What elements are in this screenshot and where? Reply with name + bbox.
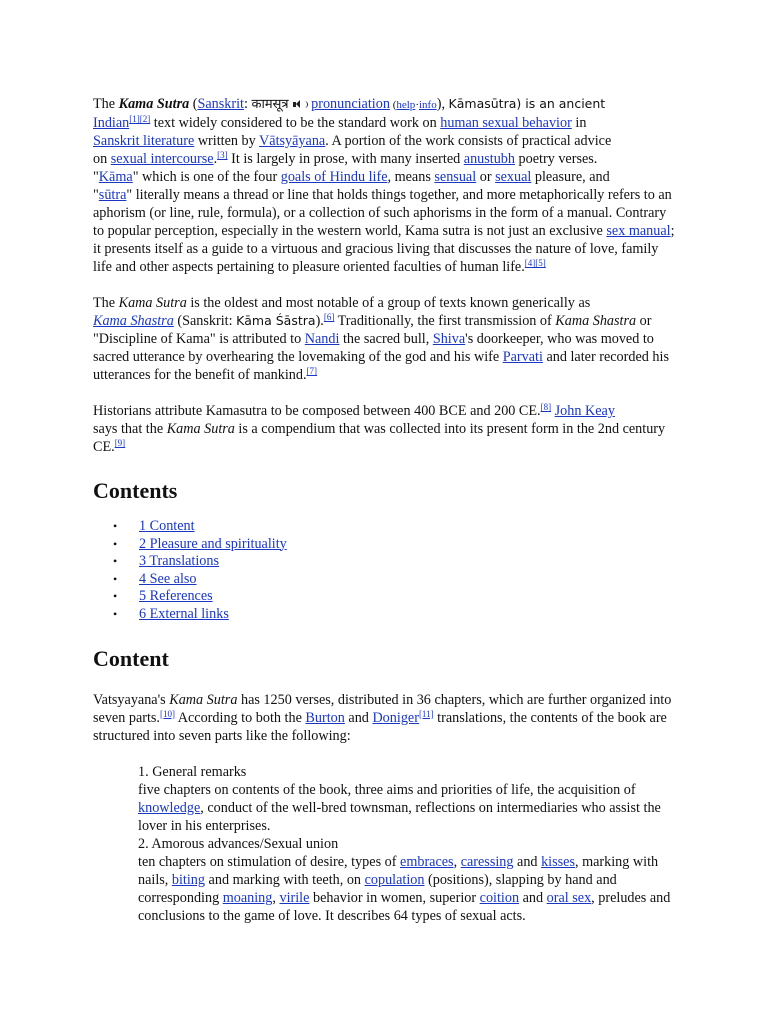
parts-list	[93, 763, 677, 925]
text: ·	[415, 99, 419, 111]
link-human-sexual-behavior[interactable]: human sexual behavior	[440, 115, 572, 131]
speaker-icon[interactable]	[293, 100, 303, 109]
text: ,	[272, 889, 280, 906]
reference-link[interactable]: [8]	[540, 402, 552, 412]
sound-waves-icon	[304, 101, 308, 108]
toc-item	[93, 588, 677, 606]
text: the sacred bull,	[339, 331, 433, 347]
text: It is largely in prose, with many inserted	[227, 151, 464, 167]
italic-title: Kama Sutra	[169, 691, 238, 708]
text: is the oldest and most notable of a group of texts known generically as	[186, 295, 591, 311]
title-kama-sutra: Kama Sutra	[118, 96, 190, 112]
link-sutra[interactable]: sūtra	[98, 187, 127, 203]
link-kama-shastra[interactable]: Kama Shastra	[93, 313, 174, 329]
part-1-description	[138, 781, 677, 835]
contents-heading: Contents	[93, 478, 178, 503]
link-nandi[interactable]: Nandi	[304, 331, 340, 347]
reference-link[interactable]: [3]	[217, 150, 228, 160]
paragraph-3	[93, 402, 677, 456]
link-virile[interactable]: virile	[279, 889, 310, 906]
text: and marking with teeth, on	[205, 871, 365, 888]
text: . A portion of the work consists of practical advice	[325, 133, 612, 149]
intro-paragraph	[93, 95, 677, 276]
part-1-title: 1. General remarks	[138, 763, 247, 780]
text: says that the	[93, 421, 167, 437]
text: and	[519, 889, 547, 906]
link-caressing[interactable]: caressing	[460, 853, 514, 870]
part-2-title: 2. Amorous advances/Sexual union	[138, 835, 339, 852]
text: ten chapters on stimulation of desire, types of	[138, 853, 401, 870]
text: Vatsyayana's	[93, 691, 170, 708]
reference-link[interactable]: [11]	[418, 708, 434, 719]
link-sex-manual[interactable]: sex manual	[606, 223, 671, 239]
text: on	[93, 151, 111, 167]
reference-link[interactable]: [7]	[306, 366, 318, 376]
toc-item	[93, 536, 677, 554]
link-parvati[interactable]: Parvati	[502, 349, 543, 365]
link-help[interactable]: help	[396, 99, 416, 111]
link-john-keay[interactable]: John Keay	[554, 403, 615, 419]
text: ).	[315, 313, 324, 329]
text: pleasure, and	[531, 169, 610, 185]
toc-link-external-links[interactable]: 6 External links	[139, 605, 229, 622]
toc-link-pleasure-and-spirituality[interactable]: 2 Pleasure and spirituality	[139, 535, 287, 552]
link-moaning[interactable]: moaning	[222, 889, 273, 906]
toc-item	[93, 518, 677, 536]
text: translations, the contents of the book are structured into seven parts like the following:	[93, 709, 667, 744]
link-kama[interactable]: Kāma	[98, 169, 133, 185]
text: (	[189, 96, 198, 112]
text: poetry verses.	[515, 151, 598, 167]
reference-link[interactable]: [10]	[159, 708, 175, 719]
text: written by	[194, 133, 260, 149]
reference-link[interactable]: [1][2]	[129, 114, 151, 124]
reference-link[interactable]: [6]	[323, 312, 335, 322]
link-burton[interactable]: Burton	[305, 709, 345, 726]
text: and later recorded his utterances for the benefit of mankind.	[93, 349, 669, 383]
link-doniger[interactable]: Doniger	[372, 709, 419, 726]
link-sexual-intercourse[interactable]: sexual intercourse	[110, 151, 214, 167]
text: ; it presents itself as a guide to a virtuous and gracious living that discusses the nature of love, family life and other aspects pertaining to pleasure oriented faculties of human life.	[93, 223, 675, 275]
link-coition[interactable]: coition	[479, 889, 520, 906]
paragraph-2	[93, 294, 677, 384]
link-embraces[interactable]: embraces	[400, 853, 454, 870]
link-vatsyayana[interactable]: Vātsyāyana	[259, 133, 326, 149]
text: The	[93, 295, 119, 311]
text: and	[344, 709, 373, 726]
text: ),	[436, 96, 449, 112]
text: has 1250 verses, distributed in 36 chapters, which are further organized into seven parts.	[93, 691, 672, 726]
text: "	[93, 187, 99, 203]
link-info[interactable]: info	[418, 99, 437, 111]
link-indian[interactable]: Indian	[93, 115, 130, 131]
text: and	[513, 853, 542, 870]
text: five chapters on contents of the book, three aims and priorities of life, the acquisition of	[138, 781, 636, 798]
link-goals-of-hindu-life[interactable]: goals of Hindu life	[280, 169, 388, 185]
toc-item	[93, 606, 677, 624]
text: The	[93, 96, 119, 112]
italic-term: Kama Shastra	[555, 313, 637, 329]
article-body	[93, 92, 677, 925]
toc-link-translations[interactable]: 3 Translations	[139, 553, 220, 570]
text: , means	[387, 169, 435, 185]
toc-link-content[interactable]: 1 Content	[139, 518, 195, 534]
text: in	[571, 115, 587, 131]
transliteration: Kāmasūtra	[448, 96, 517, 111]
text: (positions), slapping by hand and corresponding	[138, 871, 617, 906]
text: or "Discipline of Kama" is attributed to	[93, 313, 652, 347]
content-heading: Content	[93, 645, 169, 671]
link-kisses[interactable]: kisses	[541, 853, 575, 870]
link-shiva[interactable]: Shiva	[432, 331, 466, 347]
toc-link-see-also[interactable]: 4 See also	[139, 570, 197, 587]
text: ,	[453, 853, 461, 870]
text: Traditionally, the first transmission of	[334, 313, 556, 329]
devanagari-text: कामसूत्र	[251, 97, 289, 112]
italic-title: Kama Sutra	[166, 421, 235, 437]
text: is a compendium that was collected into its present form in the 2nd century CE.	[93, 421, 666, 455]
text: According to both the	[174, 709, 306, 726]
text: or	[476, 169, 496, 185]
text: behavior in women, superior	[309, 889, 480, 906]
link-knowledge[interactable]: knowledge	[138, 799, 201, 816]
text: , preludes and conclusions to the game of love. It describes 64 types of sexual acts.	[138, 889, 671, 924]
text: " which is one of the four	[132, 169, 281, 185]
link-sanskrit-literature[interactable]: Sanskrit literature	[93, 133, 195, 149]
text: 's doorkeeper, who was moved to sacred utterance by overhearing the lovemaking of the god and his wife	[93, 331, 654, 365]
text: :	[243, 96, 252, 112]
reference-link[interactable]: [9]	[114, 438, 126, 448]
transliteration: Kāma Śāstra	[236, 313, 316, 328]
text: , marking with nails,	[138, 853, 659, 888]
link-biting[interactable]: biting	[171, 871, 205, 888]
table-of-contents	[93, 518, 677, 624]
toc-item	[93, 571, 677, 589]
text: "	[93, 169, 99, 185]
link-sensual[interactable]: sensual	[434, 169, 477, 185]
text: Historians attribute Kamasutra to be composed between 400 BCE and 200 CE.	[93, 403, 541, 419]
content-paragraph	[93, 691, 677, 745]
text: " literally means a thread or line that holds things together, and more metaphorically refers to an aphorism (or line, rule, formula), or a collection of such aphorisms in the form of a manual. Contrary to popular perception, especially in the western world, Kama sutra is not just an exclusive	[93, 187, 672, 239]
link-oral-sex[interactable]: oral sex	[546, 889, 592, 906]
link-sanskrit[interactable]: Sanskrit	[197, 96, 244, 112]
link-pronunciation[interactable]: pronunciation	[311, 96, 390, 112]
text: .	[213, 151, 218, 167]
link-copulation[interactable]: copulation	[364, 871, 425, 888]
text: (Sanskrit:	[173, 313, 237, 329]
text: text widely considered to be the standard work on	[150, 115, 441, 131]
link-sexual[interactable]: sexual	[495, 169, 532, 185]
link-anustubh[interactable]: anustubh	[463, 151, 515, 167]
text: ) is an ancient	[516, 96, 606, 111]
part-2-description	[138, 853, 677, 925]
reference-link[interactable]: [4][5]	[524, 258, 546, 268]
toc-item	[93, 553, 677, 571]
text: (	[389, 99, 397, 111]
italic-title: Kama Sutra	[118, 295, 187, 311]
text: , conduct of the well-bred townsman, reflections on intermediaries who assist the lover in his enterprises.	[138, 799, 661, 834]
toc-link-references[interactable]: 5 References	[139, 588, 213, 605]
